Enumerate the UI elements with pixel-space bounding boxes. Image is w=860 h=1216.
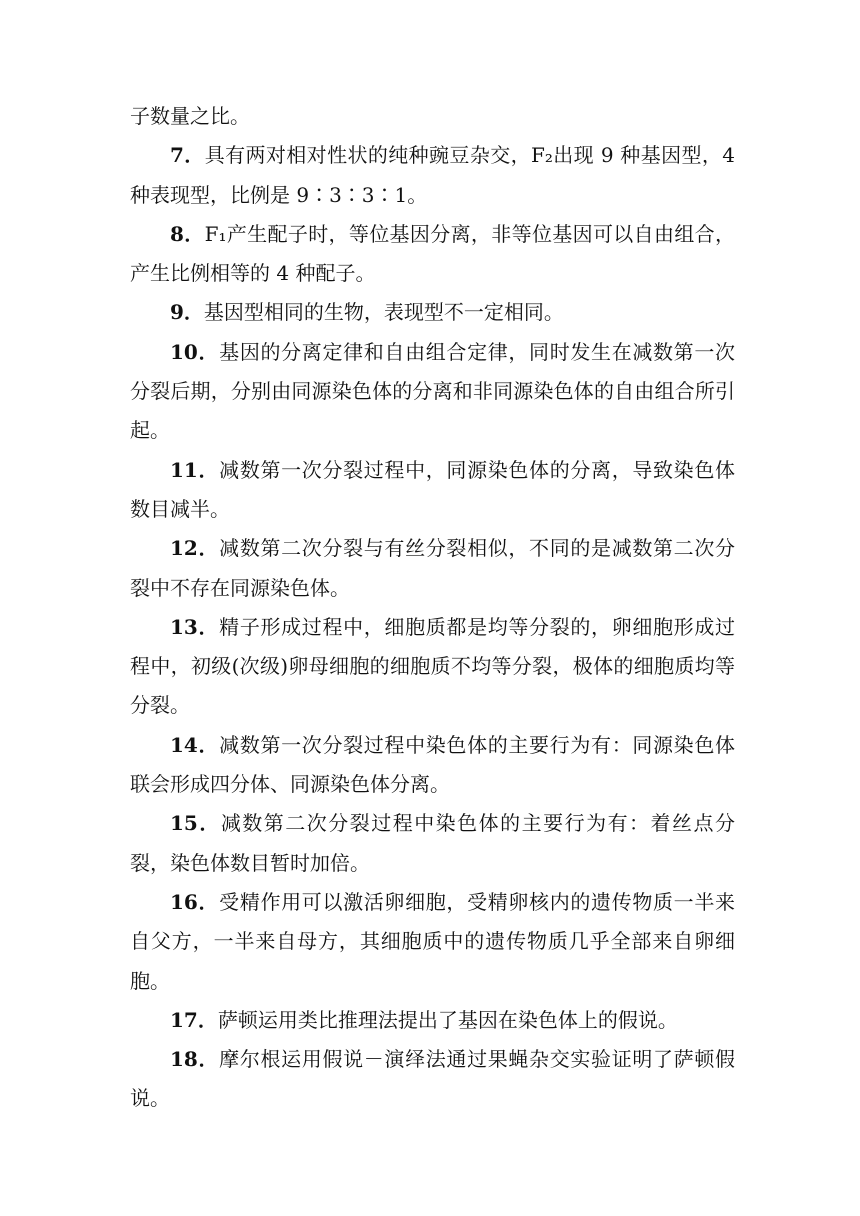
paragraph-text: 减数第一次分裂过程中染色体的主要行为有：同源染色体联会形成四分体、同源染色体分离。 [130, 732, 735, 797]
document-page [130, 97, 735, 1119]
paragraph-text: F₁产生配子时，等位基因分离，非等位基因可以自由组合，产生比例相等的 4 种配子。 [130, 221, 735, 286]
paragraph-text: 基因型相同的生物，表现型不一定相同。 [203, 300, 564, 325]
item-number: 17． [170, 1007, 218, 1032]
paragraph-18 [130, 1040, 735, 1119]
item-number: 15． [170, 811, 221, 836]
paragraph-text: 基因的分离定律和自由组合定律，同时发生在减数第一次分裂后期，分别由同源染色体的分离和非同源染色体的自由组合所引起。 [130, 339, 735, 443]
paragraph-8 [130, 215, 735, 294]
paragraph-9 [130, 293, 735, 332]
item-number: 12． [170, 536, 220, 561]
paragraph-17 [130, 1001, 735, 1040]
paragraph-11 [130, 451, 735, 530]
paragraph-13 [130, 608, 735, 726]
paragraph-6-continued: 子数量之比。 [130, 104, 250, 128]
item-number: 7． [170, 143, 205, 168]
paragraph-10 [130, 333, 735, 451]
item-number: 18． [170, 1047, 220, 1072]
paragraph-14 [130, 726, 735, 805]
paragraph-text: 精子形成过程中，细胞质都是均等分裂的，卵细胞形成过程中，初级(次级)卵母细胞的细胞质不均等分裂，极体的细胞质均等分裂。 [130, 614, 735, 718]
paragraph-12 [130, 529, 735, 608]
item-number: 9． [170, 300, 204, 325]
paragraph-text: 减数第二次分裂与有丝分裂相似，不同的是减数第二次分裂中不存在同源染色体。 [130, 536, 735, 600]
item-number: 16． [170, 889, 220, 914]
paragraph-text: 摩尔根运用假说－演绎法通过果蝇杂交实验证明了萨顿假说。 [130, 1047, 735, 1111]
item-number: 14． [170, 732, 220, 757]
paragraph-16 [130, 883, 735, 1001]
item-number: 8． [170, 221, 205, 246]
paragraph-15 [130, 804, 735, 883]
paragraph-text: 受精作用可以激活卵细胞，受精卵核内的遗传物质一半来自父方，一半来自母方，其细胞质中的遗传物质几乎全部来自卵细胞。 [130, 889, 735, 993]
item-number: 13． [170, 614, 220, 639]
paragraph-text: 减数第一次分裂过程中，同源染色体的分离，导致染色体数目减半。 [130, 457, 735, 521]
paragraph-text: 减数第二次分裂过程中染色体的主要行为有：着丝点分裂，染色体数目暂时加倍。 [130, 811, 735, 875]
item-number: 10． [170, 339, 220, 364]
paragraph-text: 萨顿运用类比推理法提出了基因在染色体上的假说。 [217, 1007, 678, 1032]
paragraph-text: 具有两对相对性状的纯种豌豆杂交，F₂出现 9 种基因型，4 种表现型，比例是 9∶3∶3∶1。 [130, 143, 735, 207]
item-number: 11． [170, 457, 220, 482]
paragraph-7 [130, 136, 735, 215]
